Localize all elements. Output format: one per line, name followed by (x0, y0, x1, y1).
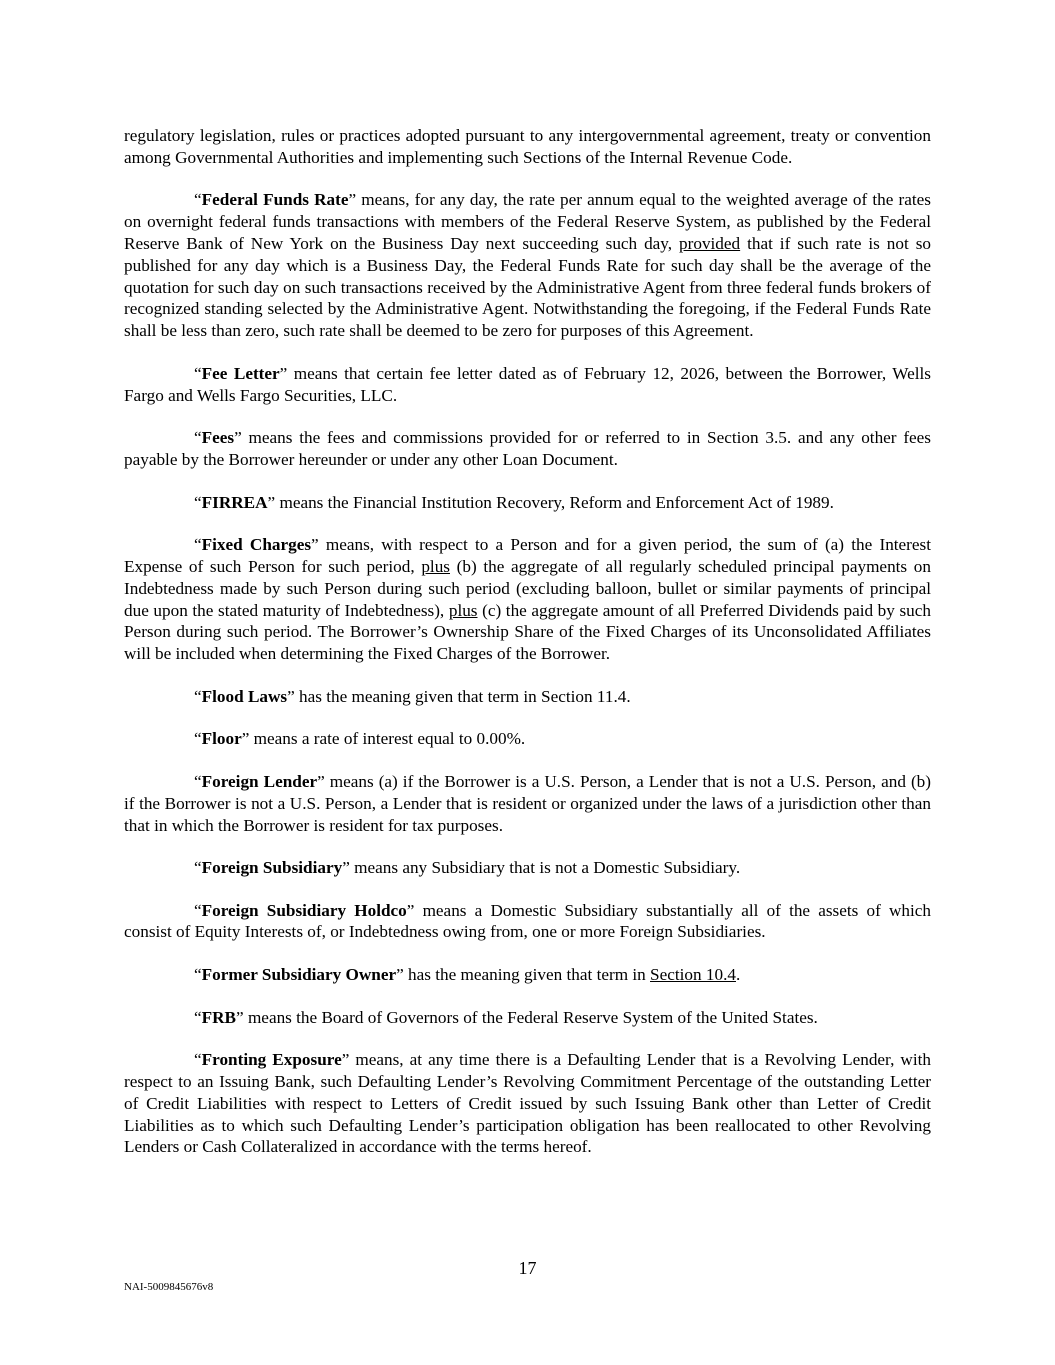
defined-term: Fees (201, 428, 235, 448)
definition-former-subsidiary-owner (124, 964, 931, 986)
defined-term: Foreign Subsidiary (201, 858, 343, 878)
section-reference-link: Section 10.4 (650, 965, 736, 985)
definition-text: ” means, at any time there is a Defaulting Lender that is a Revolving Lender, with respect to an Issuing Bank, such Defaulting Lender’s Revolving Commitment Percentage of the outstanding Letter of Credit Liabilities with respect to Letters of Credit issued by such Issuing Bank other than Letter of Credit Liabilities as to which such Defaulting Lender’s participation obligation has been reallocated to other Revolving Lenders or Cash Collateralized in accordance with the terms hereof. (124, 1050, 931, 1157)
definition-text: ” means the fees and commissions provided for or referred to in Section 3.5. and any other fees payable by the Borrower hereunder or under any other Loan Document. (124, 428, 931, 469)
defined-term: Former Subsidiary Owner (201, 965, 397, 985)
document-id-footer: NAI-5009845676v8 (124, 1281, 214, 1293)
underlined-plus: plus (421, 556, 450, 576)
definition-text: ” means, with respect to a Person and for a given period, the sum of (a) the Interest Expense of such Person for such period, (124, 535, 932, 576)
open-quote: “ (194, 363, 202, 383)
page-number: 17 (518, 1258, 537, 1278)
definition-text: ” means (a) if the Borrower is a U.S. Person, a Lender that is not a U.S. Person, and (b) if the Borrower is not a U.S. Person, a Lender that is resident or organized under the laws of a jurisdiction other than that in which the Borrower is resident for tax purposes. (124, 771, 931, 835)
defined-term: Fee Letter (201, 363, 280, 383)
definition-text: ” means the Financial Institution Recovery, Reform and Enforcement Act of 1989. (267, 492, 834, 512)
document-body (124, 125, 931, 1179)
definition-fixed-charges (124, 534, 931, 665)
intro-paragraph: regulatory legislation, rules or practices adopted pursuant to any intergovernmental agreement, treaty or convention among Governmental Authorities and implementing such Sections of the Internal Revenue Code. (124, 126, 931, 167)
definition-foreign-subsidiary-holdco (124, 900, 931, 944)
defined-term: Fronting Exposure (201, 1050, 342, 1070)
open-quote: “ (194, 729, 202, 749)
defined-term: Foreign Lender (201, 771, 318, 791)
open-quote: “ (194, 965, 202, 985)
definition-text: ” means any Subsidiary that is not a Domestic Subsidiary. (342, 858, 741, 878)
open-quote: “ (194, 858, 202, 878)
open-quote: “ (194, 492, 202, 512)
defined-term: Flood Laws (201, 686, 288, 706)
definition-text: ” means the Board of Governors of the Federal Reserve System of the United States. (236, 1007, 818, 1027)
defined-term: FIRREA (201, 492, 268, 512)
definition-text: . (735, 965, 741, 985)
underlined-plus: plus (448, 600, 478, 620)
open-quote: “ (194, 535, 202, 555)
definition-text: (c) the aggregate amount of all Preferred Dividends paid by such Person during such period. The Borrower’s Ownership Share of the Fixed Charges of its Unconsolidated Affiliates will be included when determining the Fixed Charges of the Borrower. (124, 600, 931, 664)
definition-foreign-lender (124, 771, 931, 836)
definition-text: (b) the aggregate of all regularly scheduled principal payments on Indebtedness made by such Person during such period (excluding balloon, bullet or similar payments of principal due upon the stated maturity of Indebtedness), (124, 556, 931, 620)
definition-text: ” has the meaning given that term in Section 11.4. (287, 686, 631, 706)
definition-firrea (124, 492, 931, 514)
definition-flood-laws (124, 686, 931, 708)
open-quote: “ (194, 900, 202, 920)
definition-fee-letter (124, 363, 931, 407)
open-quote: “ (194, 428, 202, 448)
definition-text: that if such rate is not so published for any day which is a Business Day, the Federal Funds Rate for such day shall be the average of the quotation for such day on such transactions received by the Administrative Agent from three federal funds brokers of recognized standing selected by the Administrative Agent. Notwithstanding the foregoing, if the Federal Funds Rate shall be less than zero, such rate shall be deemed to be zero for purposes of this Agreement. (124, 233, 931, 341)
definition-text: ” means that certain fee letter dated as of February 12, 2026, between the Borrower, Wells Fargo and Wells Fargo Securities, LLC. (124, 363, 931, 405)
definition-frb (124, 1007, 931, 1029)
definition-fees (124, 427, 931, 471)
definition-federal-funds-rate (124, 189, 931, 342)
defined-term: Foreign Subsidiary Holdco (201, 900, 407, 920)
defined-term: FRB (201, 1007, 237, 1027)
definition-text: ” has the meaning given that term in (396, 965, 651, 985)
definition-foreign-subsidiary (124, 857, 931, 879)
open-quote: “ (194, 1007, 202, 1027)
defined-term: Floor (201, 729, 242, 749)
defined-term: Federal Funds Rate (201, 190, 349, 210)
open-quote: “ (194, 190, 202, 210)
open-quote: “ (194, 771, 202, 791)
definition-text: ” means a rate of interest equal to 0.00%. (241, 729, 526, 749)
open-quote: “ (194, 686, 202, 706)
definition-floor (124, 728, 931, 750)
definition-fronting-exposure (124, 1049, 931, 1158)
open-quote: “ (194, 1050, 202, 1070)
definition-text: ” means a Domestic Subsidiary substantially all of the assets of which consist of Equity Interests of, or Indebtedness owing from, one or more Foreign Subsidiaries. (124, 900, 931, 942)
underlined-provided: provided (679, 233, 741, 253)
definition-text: ” means, for any day, the rate per annum equal to the weighted average of the rates on overnight federal funds transactions with members of the Federal Reserve System, as published by the Federal Reserve Bank of New York on the Business Day next succeeding such day, (124, 190, 931, 253)
defined-term: Fixed Charges (201, 535, 312, 555)
